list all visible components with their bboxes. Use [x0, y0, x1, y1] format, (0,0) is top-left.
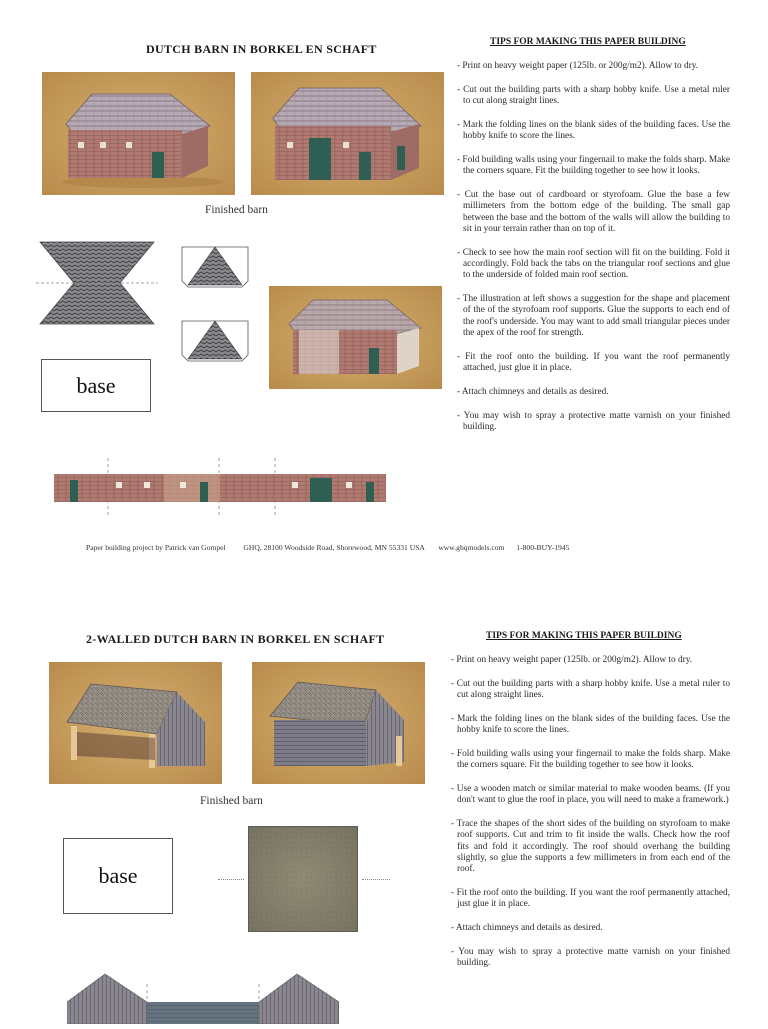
- tip-item: - You may wish to spray a protective matte varnish on your finished building.: [457, 410, 730, 433]
- footer-phone: 1-800-BUY-1945: [516, 543, 570, 552]
- tip-item: - Fold building walls using your fingernail to make the folds sharp. Make the corners square. Fit the building together to see how it looks.: [451, 748, 730, 771]
- finished-barn-photo-1: [42, 72, 235, 195]
- gable-roof-cutout-1: [180, 243, 250, 289]
- finished-barn-photo-4: [252, 662, 425, 784]
- tip-item: - Cut out the building parts with a sharp hobby knife. Use a metal ruler to cut along straight lines.: [451, 678, 730, 701]
- tip-item: - Fit the roof onto the building. If you want the roof permanently attached, just glue it in place.: [451, 888, 730, 910]
- footer-address: GHQ, 28100 Woodside Road, Shorewood, MN 55331 USA: [243, 543, 425, 552]
- two-wall-strip-cutout: [67, 970, 339, 1024]
- tip-item: - Fold building walls using your fingernail to make the folds sharp. Make the corners square. Fit the building together to see how it looks.: [457, 154, 730, 177]
- roof-support-illustration: [269, 286, 442, 389]
- wall-strip-cutout: [54, 458, 386, 518]
- tip-item: - Mark the folding lines on the blank sides of the building faces. Use the hobby knife to score the lines.: [457, 119, 730, 142]
- footer-credit: Paper building project by Patrick van Gompel: [86, 543, 226, 552]
- sheet2-caption: Finished barn: [200, 795, 263, 807]
- gable-roof-cutout-2: [180, 317, 250, 363]
- main-roof-cutout: [36, 240, 158, 326]
- sheet2-tips-heading: TIPS FOR MAKING THIS PAPER BUILDING: [486, 631, 682, 641]
- tip-item: - Attach chimneys and details as desired.: [451, 923, 603, 934]
- roof-texture-cutout: [248, 826, 358, 932]
- finished-barn-photo-3: [49, 662, 222, 784]
- fold-line-right: [362, 879, 390, 880]
- tip-item: - Print on heavy weight paper (125lb. or 200g/m2). Allow to dry.: [451, 655, 693, 665]
- base-label: base: [98, 863, 138, 888]
- sheet1-title: DUTCH BARN IN BORKEL EN SCHAFT: [146, 42, 377, 56]
- sheet2-base-cutout: [63, 838, 173, 914]
- tip-item: - Cut the base out of cardboard or styrofoam. Glue the base a few millimeters from the bottom edge of the building. The small gap between the base and the bottom of the walls will allow the building to sit in your terrain rather than on top of it.: [457, 190, 730, 234]
- fold-line-left: [218, 879, 244, 880]
- tip-item: - Attach chimneys and details as desired.: [457, 386, 609, 397]
- tip-item: - Trace the shapes of the short sides of the building on styrofoam to make roof supports. Cut and trim to fit inside the walls. Check how the roof fits and fold it accordingly. The roof should overhang the building slightly, so glue the supports a few millimeters in from each end of the roof.: [451, 819, 730, 875]
- sheet1-base-cutout: [41, 359, 151, 412]
- footer: [86, 543, 569, 552]
- tip-item: - Use a wooden match or similar material to make wooden beams. (If you don't want to glue the roof in place, you will need to make a framework.): [451, 784, 730, 806]
- tip-item: - The illustration at left shows a suggestion for the shape and placement of the of the styrofoam roof supports. Glue the supports to each end of the roof's underside. You may want to add small triangular pieces under the apex of the roof for strength.: [457, 294, 730, 339]
- sheet1-tips-heading: TIPS FOR MAKING THIS PAPER BUILDING: [490, 37, 686, 47]
- tip-item: - Print on heavy weight paper (125lb. or 200g/m2). Allow to dry.: [457, 61, 699, 71]
- tip-item: - Fit the roof onto the building. If you want the roof permanently attached, just glue it in place.: [457, 351, 730, 374]
- tip-item: - Check to see how the main roof section will fit on the building. Fold it accordingly. Fold back the tabs on the triangular roof sections and glue to the underside of folded main roof section.: [457, 247, 730, 281]
- base-label: base: [76, 372, 116, 398]
- tip-item: - Mark the folding lines on the blank sides of the building faces. Use the hobby knife to score the lines.: [451, 713, 730, 736]
- tip-item: - Cut out the building parts with a sharp hobby knife. Use a metal ruler to cut along straight lines.: [457, 84, 730, 107]
- sheet1-tips-list: [455, 61, 730, 446]
- finished-barn-photo-2: [251, 72, 444, 195]
- footer-website: www.ghqmodels.com: [438, 543, 505, 552]
- sheet2-title: 2-WALLED DUTCH BARN IN BORKEL EN SCHAFT: [86, 632, 385, 646]
- sheet2-tips-list: [449, 655, 730, 982]
- sheet1-caption: Finished barn: [205, 204, 268, 216]
- tip-item: - You may wish to spray a protective matte varnish on your finished building.: [451, 947, 730, 969]
